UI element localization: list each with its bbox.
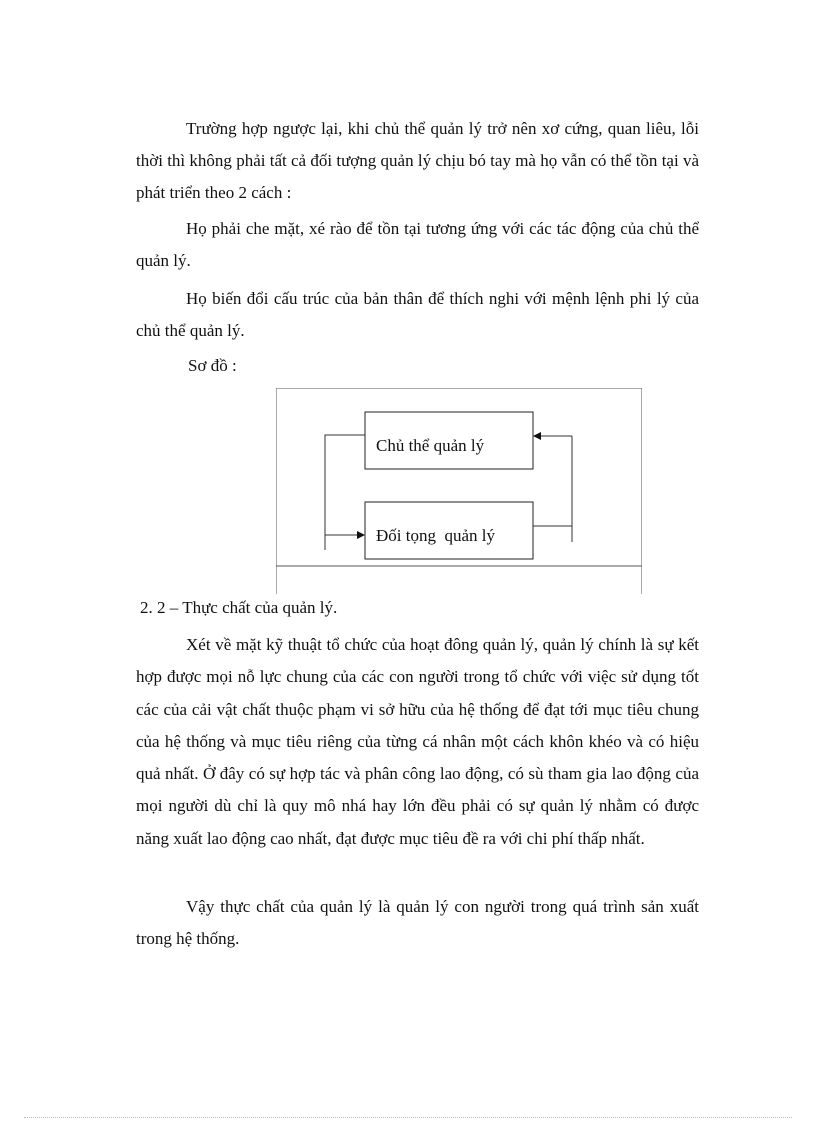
section-heading: 2. 2 – Thực chất của quản lý. [140,598,338,617]
right-arrow-line [533,526,572,542]
left-arrow-line [325,435,365,550]
paragraph-2: Họ phải che mặt, xé rào để tồn tại tương ứng với các tác động của chủ thể quản lý. [136,219,699,270]
page-bottom-divider [24,1117,792,1118]
object-box-label: Đối tọng quản lý [376,526,495,545]
diagram-lines [276,388,642,594]
management-diagram [276,388,642,594]
paragraph-3: Họ biến đổi cấu trúc của bản thân để thích nghi với mệnh lệnh phi lý của chủ thể quản lý. [136,289,699,340]
paragraph-5: Vậy thực chất của quản lý là quản lý con người trong quá trình sản xuất trong hệ thống. [136,897,699,948]
subject-box-label: Chủ thể quản lý [376,436,485,455]
diagram-caption: Sơ đồ : [188,356,237,375]
paragraph-1: Trường hợp ngược lại, khi chủ thể quản lý trở nên xơ cứng, quan liêu, lỗi thời thì không phải tất cả đối tượng quản lý chịu bó tay mà họ vẫn có thể tồn tại và phát triển theo 2 cách : [136,119,699,202]
paragraph-4: Xét về mặt kỹ thuật tổ chức của hoạt đông quản lý, quản lý chính là sự kết hợp được mọi nỗ lực chung của các con người trong tổ chức với việc sử dụng tốt các của cải vật chất thuộc phạm vi sở hữu của hệ thống để đạt tới mục tiêu chung của hệ thống và mục tiêu riêng của từng cá nhân một cách khôn khéo và có hiệu quả nhất. Ở đây có sự hợp tác và phân công lao động, có sù tham gia lao động của mọi người dù chỉ là quy mô nhá hay lớn đều phải có sự quản lý nhằm có được năng xuất lao động cao nhất, đạt được mục tiêu đề ra với chi phí thấp nhất. [136,635,699,848]
